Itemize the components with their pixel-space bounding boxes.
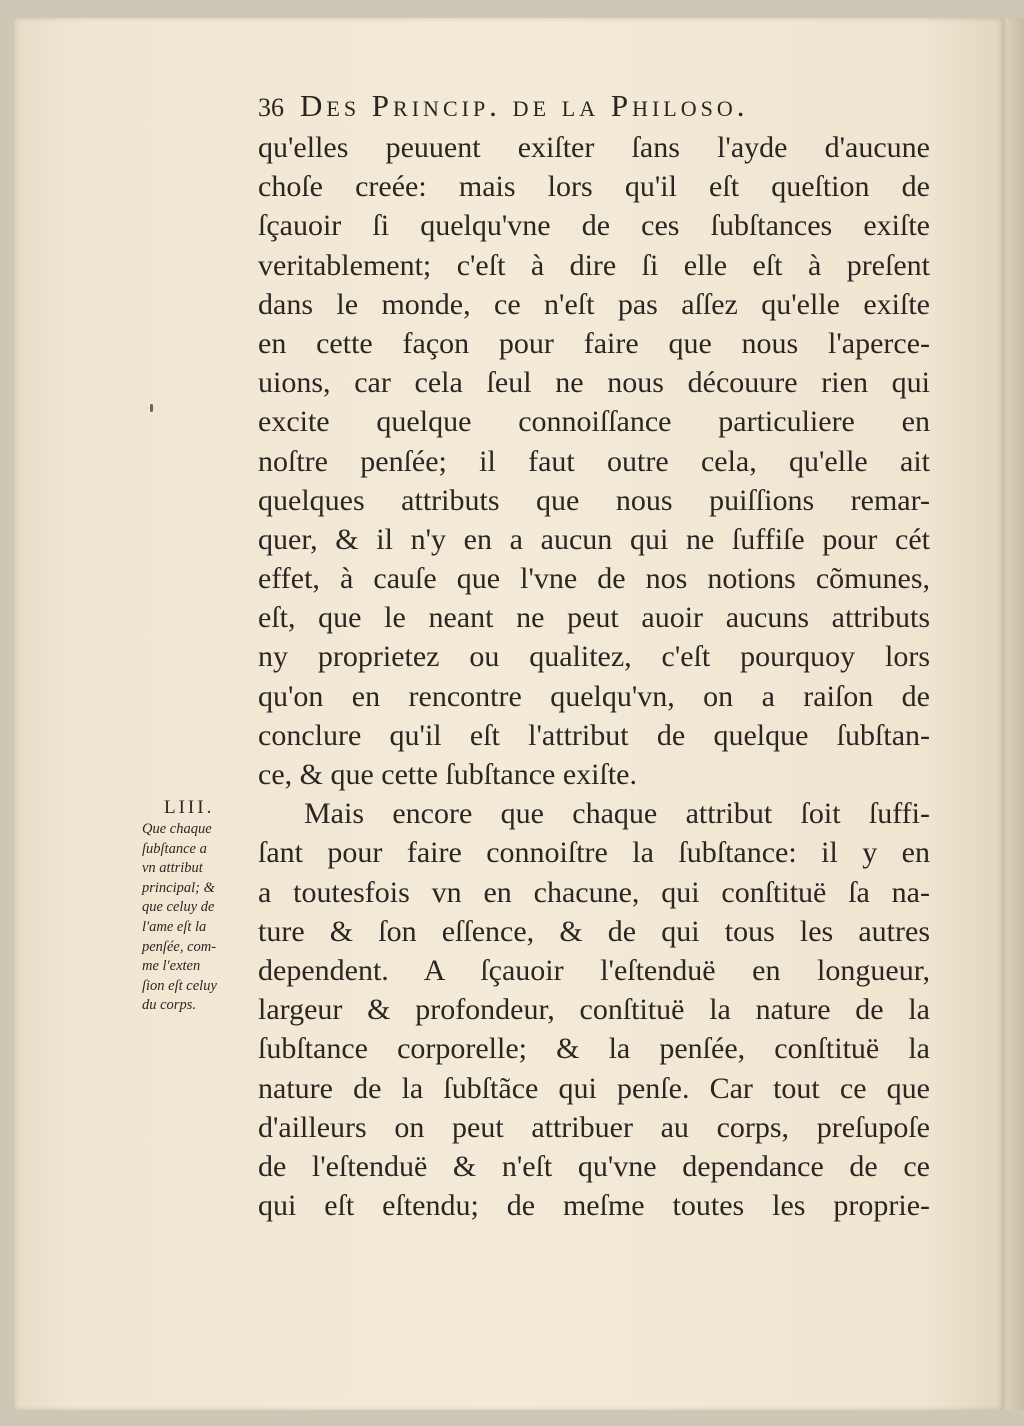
text-line: ſçauoir ſi quelqu'vne de ces ſubſtances exiſte: [258, 209, 930, 243]
text-line: en cette façon pour faire que nous l'aperce-: [258, 326, 930, 360]
ink-mark: [150, 404, 153, 412]
margin-note-line: du corps.: [142, 997, 196, 1014]
text-line: ny proprietez ou qualitez, c'eſt pourquoy lors: [258, 640, 930, 674]
text-line: uions, car cela ſeul ne nous découure rien qui: [258, 366, 930, 400]
margin-note-line: ſion eſt celuy: [142, 977, 217, 994]
margin-note-line: vn attribut: [142, 860, 203, 877]
margin-note-line: que celuy de: [142, 899, 215, 916]
text-line: excite quelque connoiſſance particuliere en: [258, 405, 930, 439]
text-line: quelques attributs que nous puiſſions remar-: [258, 483, 930, 517]
margin-note-line: principal; &: [142, 879, 215, 896]
margin-note: [142, 796, 260, 1016]
article-numeral: LIII.: [164, 797, 215, 818]
text-line: largeur & profondeur, conſtituë la nature de la: [258, 993, 930, 1027]
text-line: ture & ſon eſſence, & de qui tous les autres: [258, 914, 930, 948]
text-line: qu'elles peuuent exiſter ſans l'ayde d'aucune: [258, 131, 930, 164]
body-text: [258, 128, 930, 1225]
margin-note-line: ſubſtance a: [142, 840, 207, 857]
text-line: dependent. A ſçauoir l'eſtenduë en longueur,: [258, 953, 930, 987]
page-number: 36: [258, 93, 284, 122]
margin-note-line: penſée, com-: [142, 938, 217, 955]
running-head: Des Princip. de la Philoso.: [300, 88, 749, 123]
text-line: de l'eſtenduë & n'eſt qu'vne dependance de ce: [258, 1149, 930, 1183]
text-line: conclure qu'il eſt l'attribut de quelque ſubſtan-: [258, 718, 930, 752]
margin-note-line: l'ame eſt la: [142, 918, 207, 935]
text-line: ſubſtance corporelle; & la penſée, conſtituë la: [258, 1032, 930, 1066]
margin-note-line: Que chaque: [142, 821, 212, 837]
text-line: qu'on en rencontre quelqu'vn, on a raiſon de: [258, 679, 930, 713]
text-line: noſtre penſée; il faut outre cela, qu'elle ait: [258, 444, 930, 478]
text-line: quer, & il n'y en a aucun qui ne ſuffiſe pour cét: [258, 522, 930, 556]
text-line: dans le monde, ce n'eſt pas aſſez qu'elle exiſte: [258, 287, 930, 321]
text-line: eſt, que le neant ne peut auoir aucuns attributs: [258, 601, 930, 635]
text-line: ſant pour faire connoiſtre la ſubſtance: il y en: [258, 836, 930, 870]
text-line: ce, & que cette ſubſtance exiſte.: [258, 758, 637, 791]
text-line: choſe creée: mais lors qu'il eſt queſtion de: [258, 170, 930, 204]
text-line: effet, à cauſe que l'vne de nos notions cõmunes,: [258, 562, 930, 596]
paragraph-start-line: Mais encore que chaque attribut ſoit ſuffi-: [304, 797, 930, 831]
page-header: [258, 88, 930, 132]
text-line: qui eſt eſtendu; de meſme toutes les proprie-: [258, 1189, 930, 1223]
text-line: veritablement; c'eſt à dire ſi elle eſt à preſent: [258, 248, 930, 282]
text-line: a toutesfois vn en chacune, qui conſtituë ſa na-: [258, 875, 930, 909]
margin-note-line: me l'exten: [142, 958, 201, 975]
text-line: nature de la ſubſtãce qui penſe. Car tout ce que: [258, 1071, 930, 1105]
text-line: d'ailleurs on peut attribuer au corps, preſupoſe: [258, 1110, 930, 1144]
